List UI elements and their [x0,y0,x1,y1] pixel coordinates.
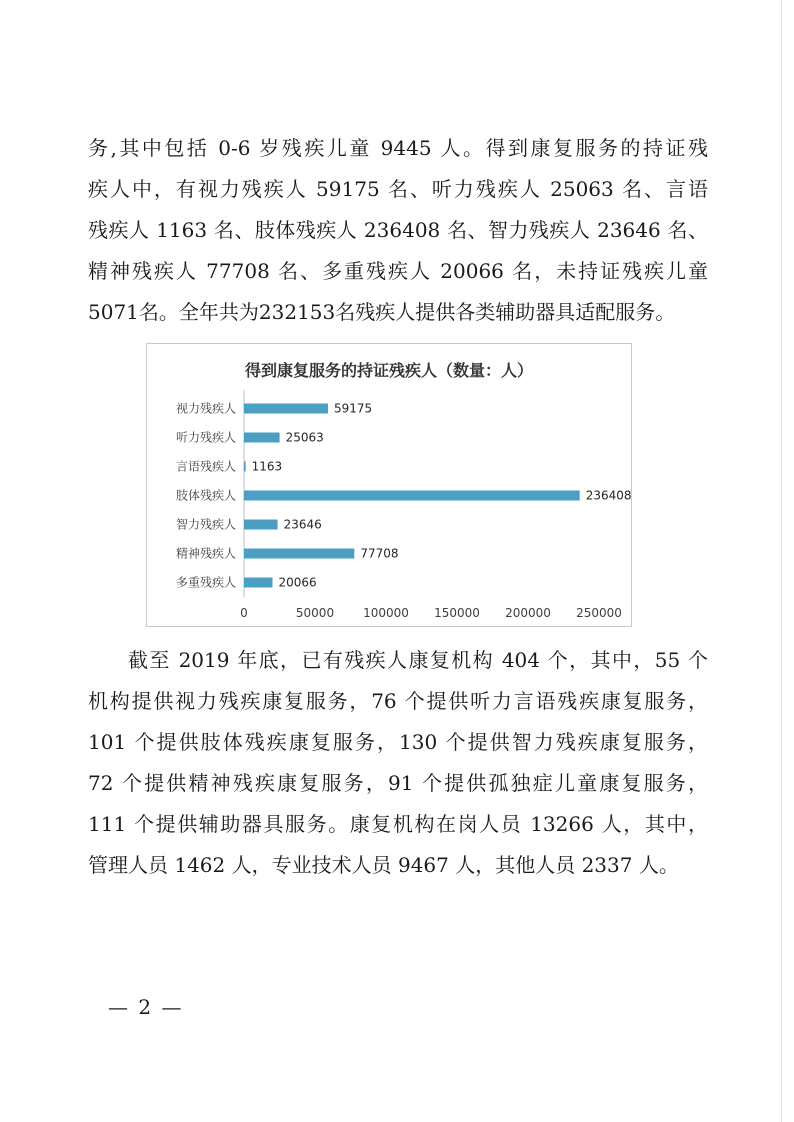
x-tick-label: 250000 [576,606,622,620]
chart-plot [147,344,633,628]
data-label: 25063 [285,430,324,445]
chart-title: 得到康复服务的持证残疾人（数量：人） [244,361,533,380]
text-line: 务,其中包括 0-6 岁残疾儿童 9445 人。得到康复服务的持证残 [88,136,708,160]
data-label: 59175 [334,401,373,416]
y-tick-label: 言语残疾人 [175,459,236,474]
bar [244,549,354,559]
text-line: 72 个提供精神残疾康复服务，91 个提供孤独症儿童康复服务， [88,771,708,795]
y-tick-label: 智力残疾人 [175,517,236,532]
text-line: 101 个提供肢体残疾康复服务，130 个提供智力残疾康复服务， [88,730,708,754]
paragraph-rehab-stats [88,128,708,333]
text-line: 残疾人 1163 名、肢体残疾人 236408 名、智力残疾人 23646 名、 [88,218,708,242]
x-tick-label: 200000 [505,606,551,620]
text-line: 精神残疾人 77708 名、多重残疾人 20066 名，未持证残疾儿童 [88,259,708,283]
page-edge-line [781,0,782,1122]
paragraph-rehab-institutions [88,640,708,886]
y-tick-label: 视力残疾人 [175,401,236,416]
x-tick-label: 100000 [363,606,409,620]
bar [244,578,272,588]
bar [244,433,280,443]
data-label: 20066 [278,575,317,590]
x-tick-label: 150000 [434,606,480,620]
y-tick-label: 精神残疾人 [175,546,236,561]
data-label: 77708 [360,546,399,561]
data-label: 1163 [251,459,283,474]
data-label: 236408 [585,488,632,503]
x-tick-label: 50000 [295,606,335,620]
y-tick-label: 听力残疾人 [175,430,236,445]
bar [244,462,246,472]
x-tick-label: 0 [240,606,248,620]
y-tick-label: 肢体残疾人 [175,488,236,503]
text-line: 截至 2019 年底，已有残疾人康复机构 404 个，其中，55 个 [128,648,708,672]
text-line: 机构提供视力残疾康复服务，76 个提供听力言语残疾康复服务， [88,689,708,713]
y-tick-label: 多重残疾人 [175,575,236,590]
text-line: 疾人中，有视力残疾人 59175 名、听力残疾人 25063 名、言语 [88,177,708,201]
bar [244,520,278,530]
text-line: 111 个提供辅助器具服务。康复机构在岗人员 13266 人，其中， [88,812,708,836]
bar [244,491,580,501]
page-number: — 2 — [108,995,184,1019]
bar [244,404,328,414]
rehab-bar-chart [146,343,632,627]
data-label: 23646 [283,517,322,532]
text-line: 管理人员 1462 人，专业技术人员 9467 人，其他人员 2337 人。 [88,853,679,877]
text-line: 5071名。全年共为232153名残疾人提供各类辅助器具适配服务。 [88,300,676,324]
